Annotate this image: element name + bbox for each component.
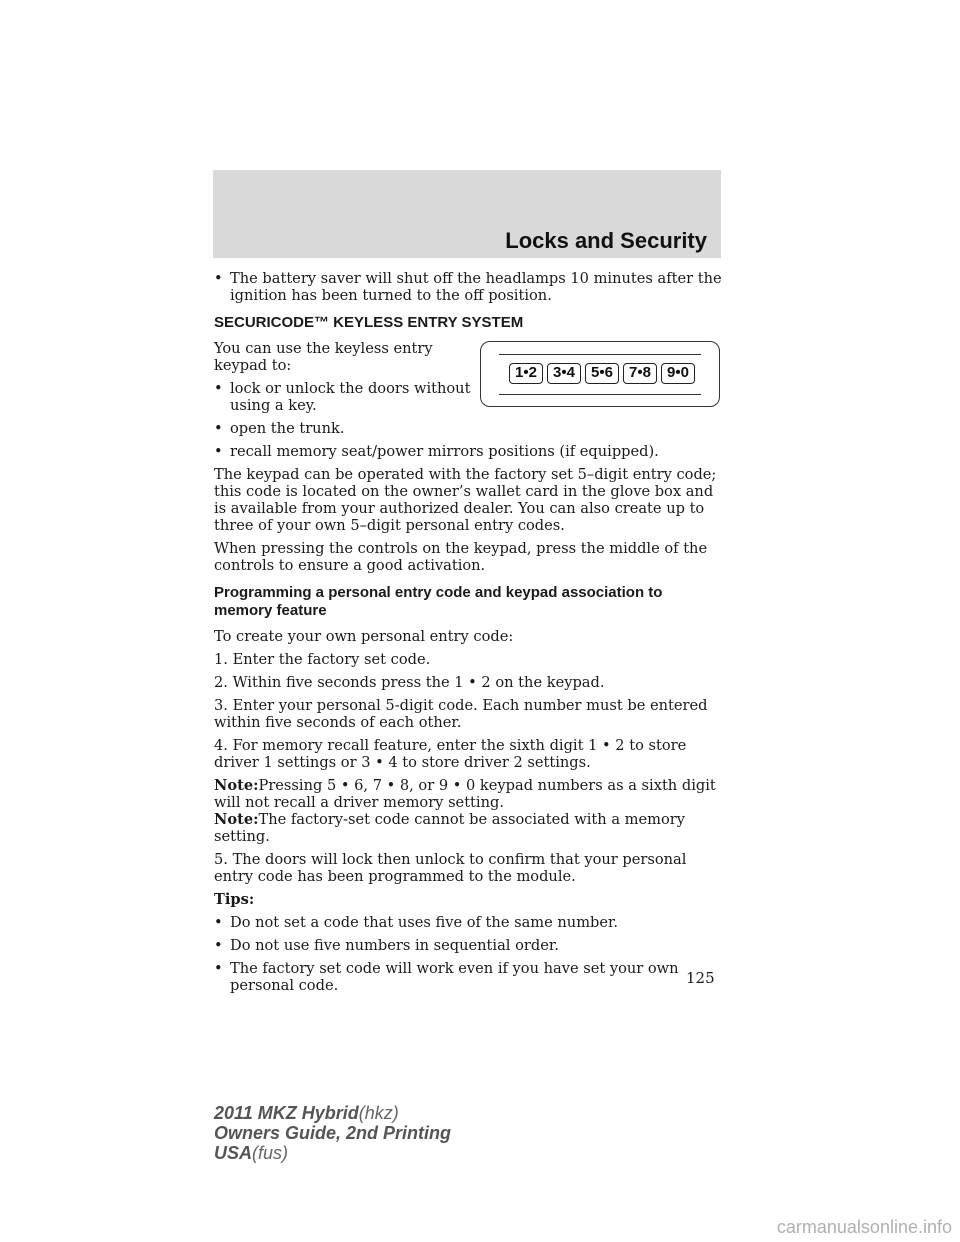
tip-item: • Do not use five numbers in sequential order.: [214, 937, 724, 954]
keypad-key-1-2: 1•2: [509, 363, 543, 384]
tips-label: Tips:: [214, 891, 255, 908]
keypad-use-item: • lock or unlock the doors without using a key.: [214, 380, 480, 414]
page-number: 125: [686, 969, 715, 987]
tip-item: • Do not set a code that uses five of the same number.: [214, 914, 724, 931]
keypad-key-7-8: 7•8: [623, 363, 657, 384]
note: [214, 777, 724, 811]
step-item: 2. Within five seconds press the 1 • 2 on the keypad.: [214, 674, 605, 691]
keypad-key-9-0: 9•0: [661, 363, 695, 384]
keypad-use-item: • recall memory seat/power mirrors positions (if equipped).: [214, 443, 724, 460]
subsection-title: Programming a personal entry code and keypad association to memory feature: [214, 584, 663, 619]
create-intro: To create your own personal entry code:: [214, 628, 514, 645]
footer-model-code: (hkz): [358, 1103, 399, 1123]
footer-model: 2011 MKZ Hybrid: [214, 1103, 359, 1123]
header-band: [213, 170, 721, 258]
battery-saver-bullet: • The battery saver will shut off the headlamps 10 minutes after the ignition has been turned to the off position.: [214, 270, 724, 304]
step-item: 4. For memory recall feature, enter the sixth digit 1 • 2 to store driver 1 settings or 3 • 4 to store driver 2 settings.: [214, 737, 687, 771]
factory-code-paragraph: The keypad can be operated with the factory set 5–digit entry code; this code is located on the owner’s wallet card in the glove box and is available from your authorized dealer. You can also create up to three of your own 5–digit personal entry codes.: [214, 466, 717, 534]
section-header-title: Locks and Security: [505, 228, 707, 253]
section-title: SECURICODE™ KEYLESS ENTRY SYSTEM: [214, 314, 524, 331]
footer-market: USA: [214, 1143, 253, 1163]
note-text: The factory-set code cannot be associated with a memory setting.: [214, 811, 685, 845]
step-item: 1. Enter the factory set code.: [214, 651, 431, 668]
footer-printing: Owners Guide, 2nd Printing: [214, 1123, 452, 1143]
watermark: carmanualsonline.info: [776, 1217, 952, 1237]
note-label: Note:: [214, 811, 259, 828]
note-text: Pressing 5 • 6, 7 • 8, or 9 • 0 keypad numbers as a sixth digit will not recall a driver memory setting.: [214, 777, 716, 811]
footer-imprint: [214, 1103, 451, 1163]
keypad-key-5-6: 5•6: [585, 363, 619, 384]
page-content: [214, 270, 724, 994]
footer-market-code: (fus): [252, 1143, 289, 1163]
keypad-use-item: • open the trunk.: [214, 420, 724, 437]
step-item: 3. Enter your personal 5-digit code. Each number must be entered within five seconds of each other.: [214, 697, 708, 731]
note: [214, 811, 724, 845]
keypad-intro: You can use the keyless entry keypad to:: [214, 340, 433, 374]
tip-item: • The factory set code will work even if you have set your own personal code.: [214, 960, 724, 994]
step-item: 5. The doors will lock then unlock to confirm that your personal entry code has been programmed to the module.: [214, 851, 687, 885]
note-label: Note:: [214, 777, 259, 794]
keypad-key-3-4: 3•4: [547, 363, 581, 384]
press-middle-paragraph: When pressing the controls on the keypad, press the middle of the controls to ensure a good activation.: [214, 540, 708, 574]
